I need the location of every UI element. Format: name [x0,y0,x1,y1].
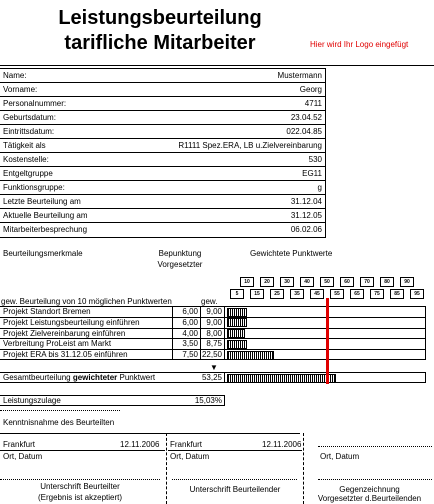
scale-tick-upper: 20 [260,277,274,287]
scale-tick-lower: 25 [270,289,284,299]
field-row [0,181,324,194]
scale-tick-lower: 55 [330,289,344,299]
field-value: EG11 [302,169,322,178]
sig3-caption-2: Vorgesetzter d.Beurteilenden [317,494,422,503]
field-value: 530 [308,155,322,164]
field-value: R1111 Spez.ERA, LB u.Zielvereinbarung [178,141,322,150]
scale-tick-upper: 10 [240,277,254,287]
criterion-bar [227,340,247,349]
field-row [0,195,324,208]
col-gewichtete: Gewichtete Punktwerte [250,249,333,258]
criterion-bar [227,329,245,338]
field-row [0,83,324,96]
field-row [0,111,324,124]
field-label: Kostenstelle: [3,155,49,164]
col-bepunktung-1: Bepunktung [158,249,202,258]
criterion-bar [227,351,274,360]
field-value: 06.02.06 [290,225,322,234]
field-label: Letzte Beurteilung am [3,197,81,206]
scale-tick-upper: 40 [300,277,314,287]
field-row [0,223,324,236]
criterion-name: Verbreitung ProLeist am Markt [3,339,112,349]
total-label: Gesamtbeurteilung gewichteter Punktwert [3,373,156,382]
field-label: Eintrittsdatum: [3,127,55,136]
field-label: Mitarbeiterbesprechung [3,225,88,234]
table-row [0,307,226,316]
field-value: 4711 [304,99,322,108]
field-row [0,209,324,222]
table-row [0,339,226,348]
table-row [0,350,226,359]
scale-tick-lower: 95 [410,289,424,299]
scale-tick-lower: 85 [390,289,404,299]
sig3-caption-1: Gegenzeichnung [339,485,400,494]
col-bepunktung-2: Vorgesetzter [157,260,203,269]
criterion-points: 4,00 [182,328,198,338]
table-caption: gew. Beurteilung von 10 möglichen Punktwerten [1,297,172,306]
field-row [0,167,324,180]
scale-tick-lower: 35 [290,289,304,299]
field-value: 23.04.52 [290,113,322,122]
criterion-name: Projekt ERA bis 31.12.05 einführen [3,350,128,360]
field-row [0,69,324,82]
sig2-city: Frankfurt [170,440,203,449]
sig1-caption-1: Unterschrift Beurteilter [40,482,120,491]
total-value: 53,25 [201,373,222,382]
scale-tick-upper: 80 [380,277,394,287]
scale-tick-upper: 50 [320,277,334,287]
field-label: Personalnummer: [3,99,67,108]
sig1-date: 12.11.2006 [120,440,160,449]
threshold-marker [326,298,329,384]
sig3-ortdatum: Ort, Datum [320,452,360,461]
scale-tick-lower: 5 [230,289,244,299]
criterion-name: Projekt Zielvereinbarung einführen [3,328,126,338]
field-label: Aktuelle Beurteilung am [3,211,88,220]
total-bar-fill [227,374,336,383]
field-label: Geburtsdatum: [3,113,56,122]
scale-tick-upper: 90 [400,277,414,287]
sig2-date: 12.11.2006 [262,440,302,449]
criterion-name: Projekt Leistungsbeurteilung einführen [3,317,140,327]
header-divider [0,65,434,66]
scale-tick-lower: 75 [370,289,384,299]
criterion-name: Projekt Standort Bremen [3,307,91,316]
field-value: Georg [299,85,322,94]
scale-tick-upper: 60 [340,277,354,287]
down-arrow-icon: ▼ [210,363,218,372]
criterion-bar [227,318,247,327]
table-gew-header: gew. [201,297,218,306]
field-label: Name: [3,71,27,80]
field-value: Mustermann [277,71,322,80]
scale-tick-upper: 70 [360,277,374,287]
logo-placeholder: Hier wird Ihr Logo eingefügt [310,40,409,49]
field-label: Funktionsgruppe: [3,183,65,192]
field-row [0,139,324,152]
criterion-bar [227,308,247,317]
scale-tick-lower: 65 [350,289,364,299]
kenntnisnahme-label: Kenntnisnahme des Beurteilten [3,418,115,427]
criterion-weighted: 9,00 [206,317,222,327]
field-value: 31.12.04 [290,197,322,206]
field-row [0,97,324,110]
sig1-ortdatum: Ort, Datum [3,452,43,461]
sig2-caption-1: Unterschrift Beurteilender [189,485,281,494]
field-row [0,125,324,138]
field-label: Entgeltgruppe [3,169,53,178]
criterion-points: 7,50 [182,350,198,360]
field-value: g [317,183,322,192]
field-row [0,153,324,166]
sig1-caption-2: (Ergebnis ist akzeptiert) [37,493,123,502]
field-label: Tätigkeit als [3,141,46,150]
title-line-2: tarifliche Mitarbeiter [64,32,256,54]
scale-tick-lower: 15 [250,289,264,299]
scale-tick-lower: 45 [310,289,324,299]
sig1-city: Frankfurt [3,440,36,449]
zulage-value: 15,03% [194,396,222,405]
scale-tick-upper: 30 [280,277,294,287]
field-value: 022.04.85 [286,127,322,136]
table-row [0,329,226,338]
criterion-points: 6,00 [182,307,198,316]
zulage-label: Leistungszulage [3,396,61,405]
criterion-weighted: 8,75 [206,339,222,349]
criterion-points: 6,00 [182,317,198,327]
field-label: Vorname: [3,85,38,94]
title-line-1: Leistungsbeurteilung [58,7,262,29]
criterion-points: 3,50 [182,339,198,349]
criterion-weighted: 9,00 [206,307,222,316]
criterion-weighted: 8,00 [206,328,222,338]
criterion-weighted: 22,50 [201,350,222,360]
sig2-ortdatum: Ort, Datum [170,452,210,461]
table-row [0,318,226,327]
field-value: 31.12.05 [290,211,322,220]
col-merkmale: Beurteilungsmerkmale [3,249,83,258]
